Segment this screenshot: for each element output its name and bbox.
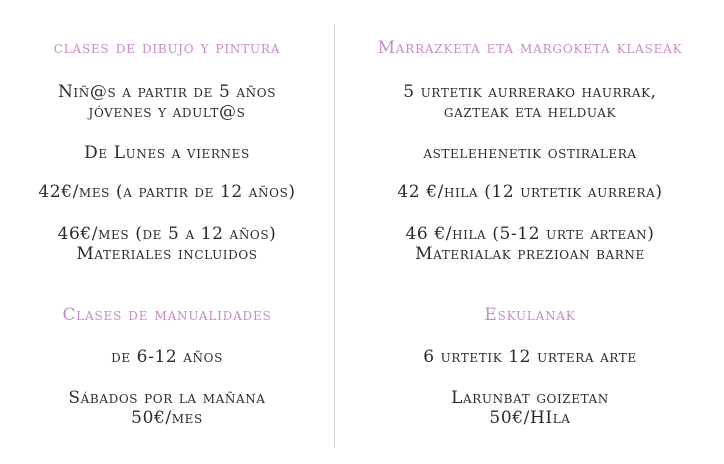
crafts-schedule: Sábados por la mañana xyxy=(68,388,266,408)
price-5-to-12: 46 €/hila (5-12 urte artean) xyxy=(405,224,655,244)
materials-included: Materiales incluidos xyxy=(76,244,258,264)
crafts-price: 50€/mes xyxy=(131,408,203,428)
crafts-schedule: Larunbat goizetan xyxy=(451,388,609,408)
drawing-classes-title: clases de dibujo y pintura xyxy=(53,38,281,58)
price-over-12: 42€/mes (a partir de 12 años) xyxy=(38,182,296,202)
weekday-schedule: astelehenetik ostiralera xyxy=(423,143,637,163)
weekday-schedule: De Lunes a viernes xyxy=(84,143,250,163)
materials-included: Materialak prezioan barne xyxy=(415,244,645,264)
crafts-classes-title: Clases de manualidades xyxy=(62,305,272,325)
crafts-price: 50€/HIla xyxy=(489,408,571,428)
price-over-12: 42 €/hila (12 urtetik aurrera) xyxy=(397,182,663,202)
basque-column xyxy=(336,0,724,464)
spanish-column xyxy=(0,0,334,464)
ages-line-2: jóvenes y adult@s xyxy=(88,102,246,122)
ages-line-2: gazteak eta helduak xyxy=(443,102,617,122)
ages-line-1: Niñ@s a partir de 5 años xyxy=(57,82,277,102)
crafts-ages: de 6-12 años xyxy=(111,347,223,367)
crafts-ages: 6 urtetik 12 urtera arte xyxy=(423,347,637,367)
column-divider xyxy=(334,24,335,448)
drawing-classes-title: Marrazketa eta margoketa klaseak xyxy=(377,38,683,58)
ages-line-1: 5 urtetik aurrerako haurrak, xyxy=(403,82,657,102)
price-5-to-12: 46€/mes (de 5 a 12 años) xyxy=(57,224,277,244)
crafts-classes-title: Eskulanak xyxy=(484,305,576,325)
